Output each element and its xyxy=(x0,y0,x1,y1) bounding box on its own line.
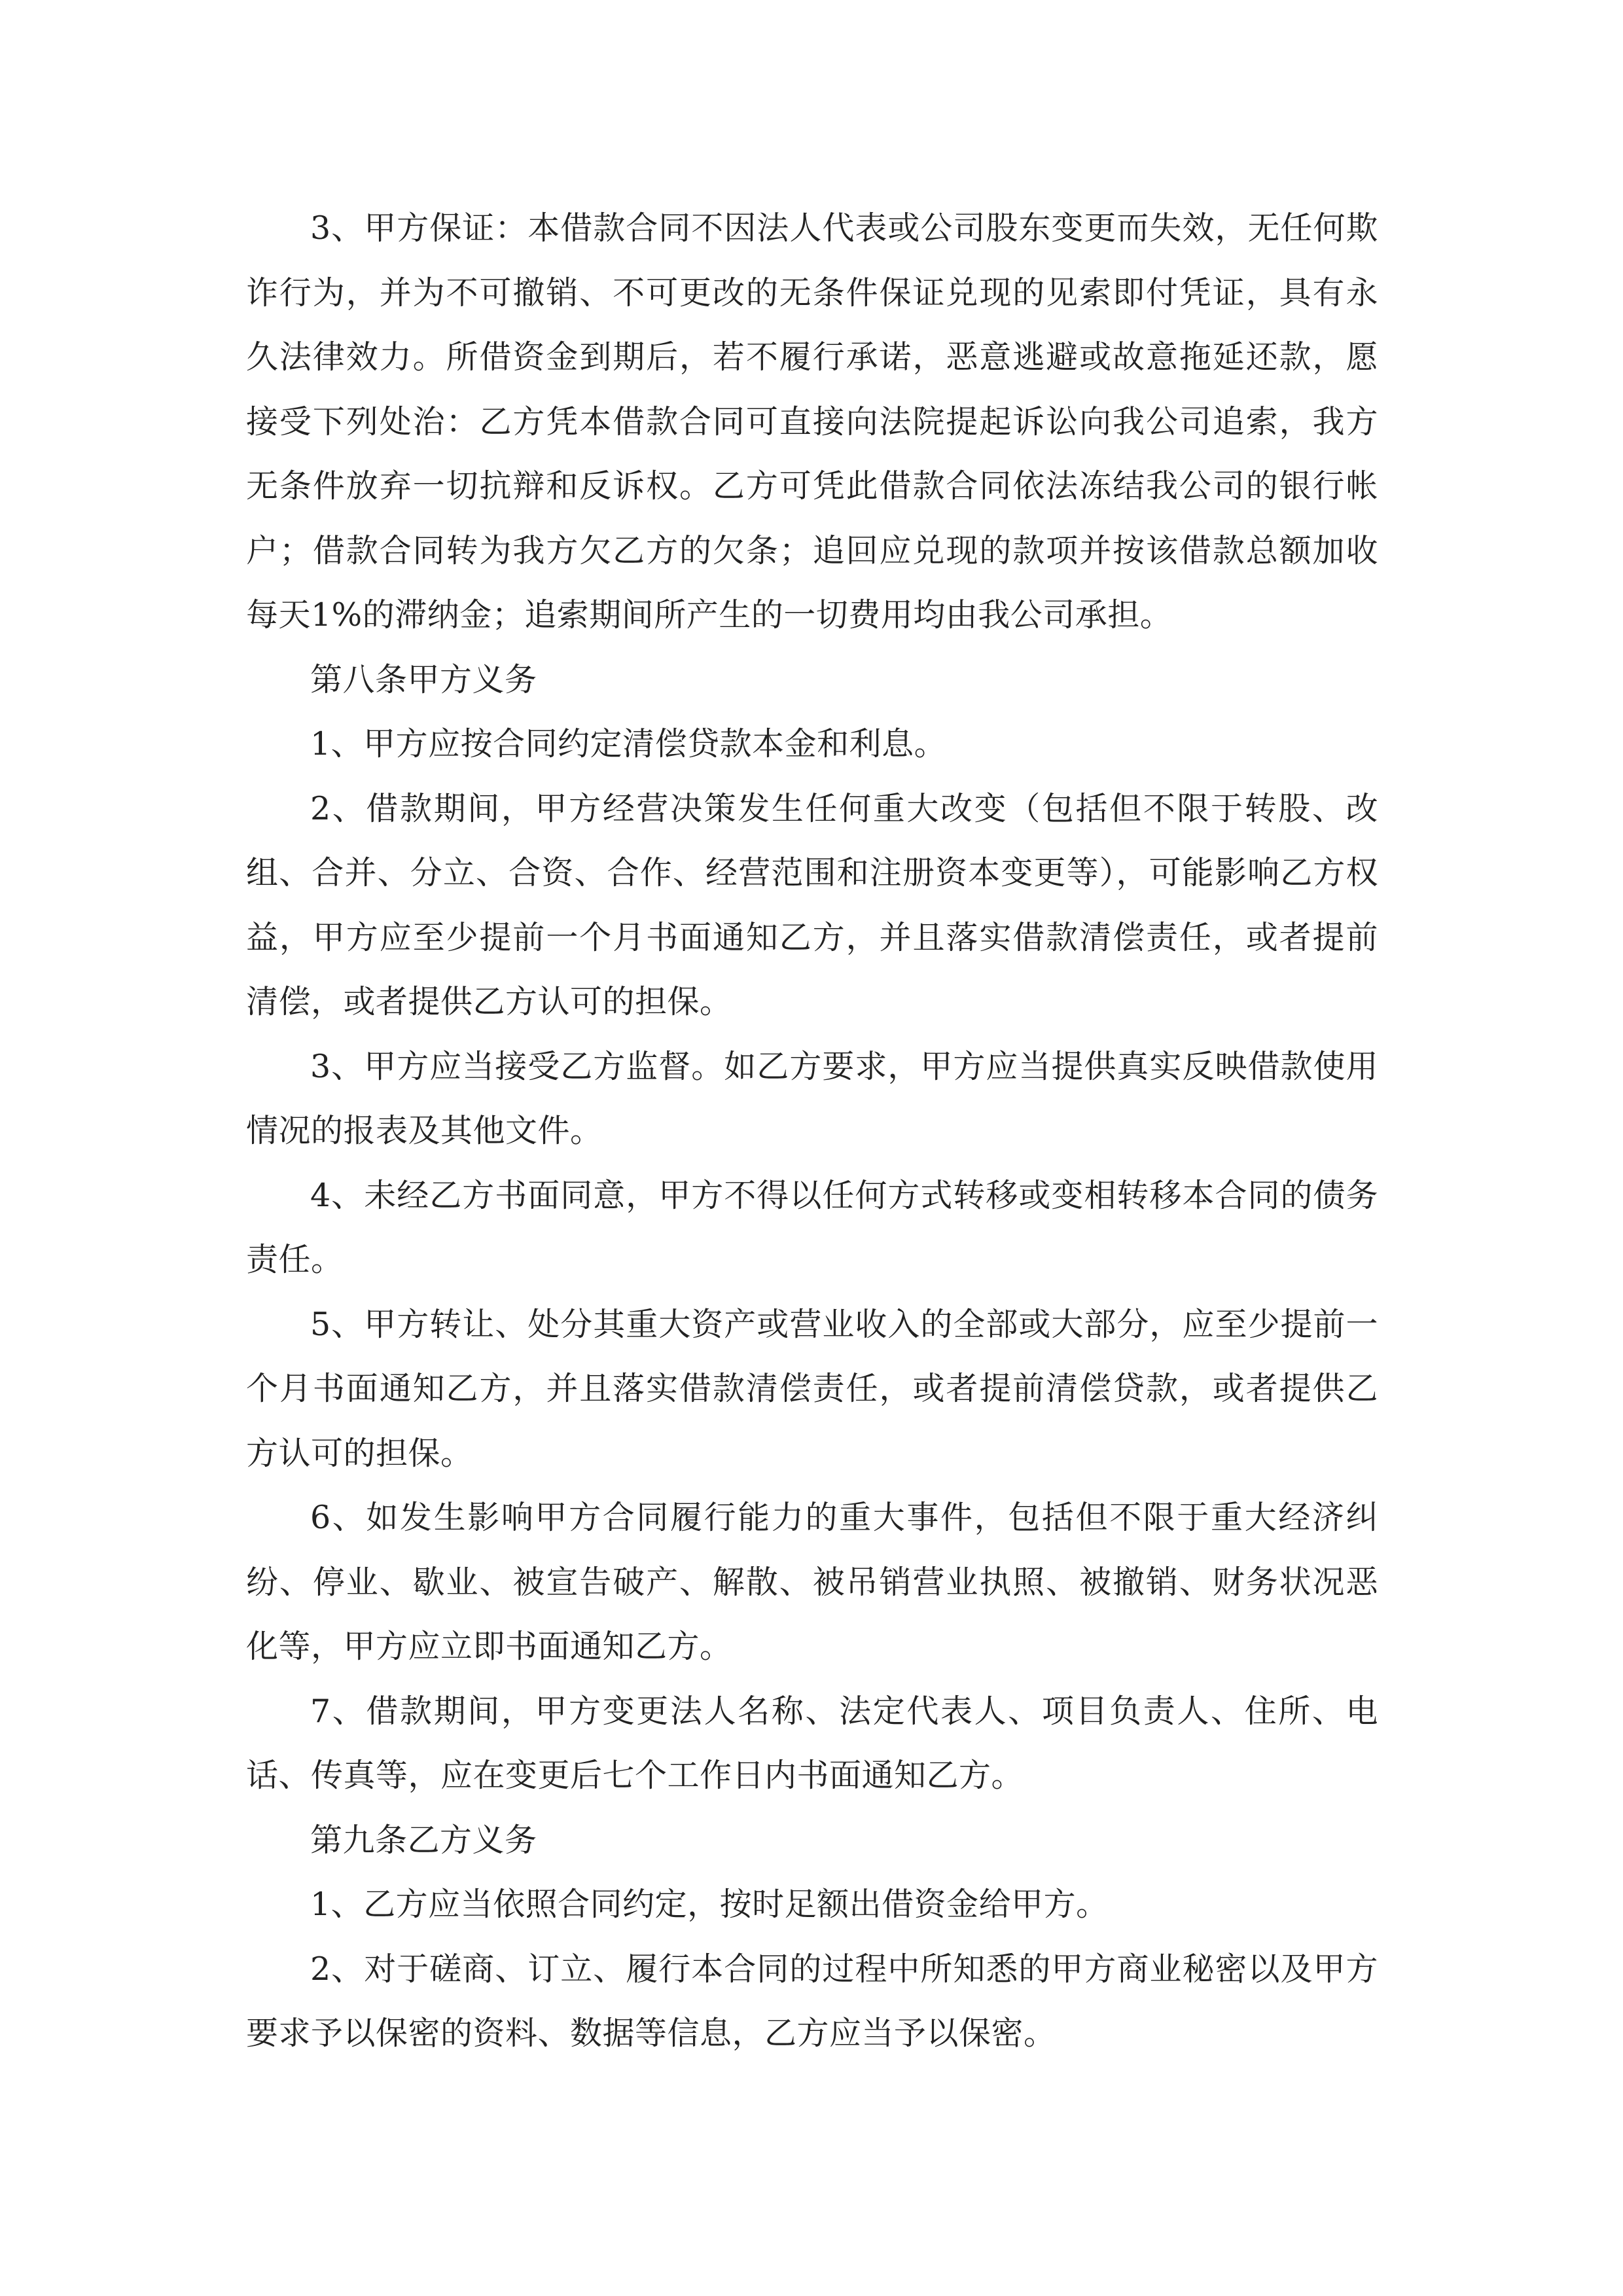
article-8-item-4: 4、未经乙方书面同意，甲方不得以任何方式转移或变相转移本合同的债务责任。 xyxy=(246,1176,1378,1278)
article-8-heading: 第八条甲方义务 xyxy=(310,660,537,698)
article-9-heading: 第九条乙方义务 xyxy=(310,1821,537,1859)
document-body xyxy=(246,196,1378,2066)
article-9-item-2: 2、对于磋商、订立、履行本合同的过程中所知悉的甲方商业秘密以及甲方要求予以保密的资料、数据等信息，乙方应当予以保密。 xyxy=(246,1950,1378,2052)
article-8-item-5: 5、甲方转让、处分其重大资产或营业收入的全部或大部分，应至少提前一个月书面通知乙方，并且落实借款清偿责任，或者提前清偿贷款，或者提供乙方认可的担保。 xyxy=(246,1305,1378,1472)
article-8-item-2: 2、借款期间，甲方经营决策发生任何重大改变（包括但不限于转股、改组、合并、分立、合资、合作、经营范围和注册资本变更等），可能影响乙方权益，甲方应至少提前一个月书面通知乙方，并且落实借款清偿责任，或者提前清偿，或者提供乙方认可的担保。 xyxy=(246,789,1378,1020)
article-9-item-1: 1、乙方应当依照合同约定，按时足额出借资金给甲方。 xyxy=(310,1886,1109,1923)
clause-7-item-3-guarantee: 3、甲方保证：本借款合同不因法人代表或公司股东变更而失效，无任何欺诈行为，并为不可撤销、不可更改的无条件保证兑现的见索即付凭证，具有永久法律效力。所借资金到期后，若不履行承诺，恶意逃避或故意拖延还款，愿接受下列处治：乙方凭本借款合同可直接向法院提起诉讼向我公司追索，我方无条件放弃一切抗辩和反诉权。乙方可凭此借款合同依法冻结我公司的银行帐户；借款合同转为我方欠乙方的欠条；追回应兑现的款项并按该借款总额加收每天1%的滞纳金；追索期间所产生的一切费用均由我公司承担。 xyxy=(246,209,1378,634)
article-8-item-3: 3、甲方应当接受乙方监督。如乙方要求，甲方应当提供真实反映借款使用情况的报表及其他文件。 xyxy=(246,1047,1378,1149)
article-8-item-6: 6、如发生影响甲方合同履行能力的重大事件，包括但不限于重大经济纠纷、停业、歇业、被宣告破产、解散、被吊销营业执照、被撤销、财务状况恶化等，甲方应立即书面通知乙方。 xyxy=(246,1499,1378,1665)
article-8-item-1: 1、甲方应按合同约定清偿贷款本金和利息。 xyxy=(310,725,947,762)
article-8-item-7: 7、借款期间，甲方变更法人名称、法定代表人、项目负责人、住所、电话、传真等，应在变更后七个工作日内书面通知乙方。 xyxy=(246,1692,1378,1794)
